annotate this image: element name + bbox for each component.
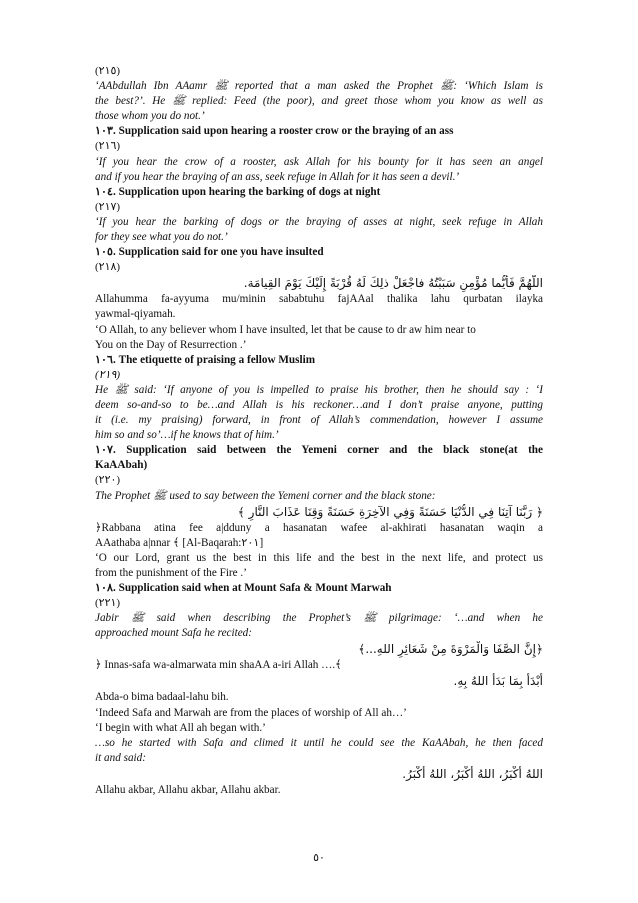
hadith-ref-215: (٢١٥)	[95, 65, 121, 77]
arabic-verse: ﴿إِنَّ الصَّفَا وَالْمَرْوَةَ مِنْ شَعَائِرِ اللهِ...﴾	[358, 642, 543, 657]
hadith-ref-218: (٢١٨)	[95, 261, 121, 274]
section-heading-107-cont: KaAAbah)	[95, 459, 148, 472]
hadith-text-line: for they see what you do not.’	[95, 231, 228, 244]
hadith-text-line: Jabir ﷺ said when describing the Prophet’s ﷺ pilgrimage: ‘…and when he	[95, 612, 543, 625]
hadith-text-line: ‘AAbdullah Ibn AAamr ﷺ reported that a man asked the Prophet ﷺ: ‘Which Islam is	[95, 80, 543, 93]
arabic-supplication: أَبْدَأُ بِمَا بَدَأَ اللهُ بِهِ.	[453, 674, 543, 689]
hadith-text-line: it and said:	[95, 751, 146, 764]
translation-line: ‘O our Lord, grant us the best in this life and the best in the next life, and protect us	[95, 551, 543, 564]
hadith-text-line: him so and so’…if he knows that of him.’	[95, 429, 279, 442]
hadith-ref-220: (٢٢٠)	[95, 474, 121, 487]
transliteration-line: yawmal-qiyamah.	[95, 308, 176, 321]
hadith-ref-221: (٢٢١)	[95, 597, 121, 610]
hadith-ref-217: (٢١٧)	[95, 200, 121, 213]
hadith-ref-219: (٢١٩)	[95, 368, 121, 381]
arabic-supplication: اللّهُمَّ فَأَيُّما مُؤْمِنٍ سَبَبْتُهُ فاجْعَلْ ذلِكَ لَهُ قُرْبَةً إِلَيْكَ يَوْمَ القِيامَة.	[243, 276, 543, 291]
hadith-text-line: and if you hear the braying of an ass, seek refuge in Allah for it has seen a devil.’	[95, 170, 460, 183]
arabic-takbir: اللهُ أَكْبَرُ، اللهُ أَكْبَرُ، اللهُ أَكْبَرُ.	[402, 766, 543, 781]
hadith-text-line: deem so-and-so to be…and Allah is his reckoner…and I don’t praise anyone, putting	[95, 398, 543, 411]
hadith-text-line: He ﷺ said: ‘If anyone of you is impelled to praise his brother, then he should say : ‘I	[95, 383, 543, 396]
hadith-text-line: ‘If you hear the barking of dogs or the braying of asses at night, seek refuge in Allah	[95, 215, 543, 228]
translation-line: ‘Indeed Safa and Marwah are from the places of worship of All ah…’	[95, 706, 407, 719]
section-heading-103: ١٠٣. Supplication said upon hearing a rooster crow or the braying of an ass	[95, 125, 454, 138]
page-content	[95, 64, 543, 798]
transliteration-line: ﴿ Innas-safa wa-almarwata min shaAA a-iri Allah ….﴾	[95, 659, 342, 672]
transliteration-line: Abda-o bima badaal-lahu bih.	[95, 691, 229, 704]
transliteration-line: ﴿Rabbana atina fee a|dduny a hasanatan wafee al-akhirati hasanatan waqin a	[95, 521, 543, 534]
hadith-text-line: The Prophet ﷺ used to say between the Yemeni corner and the black stone:	[95, 489, 436, 502]
hadith-text-line: those whom you do not.’	[95, 110, 205, 123]
transliteration-line: AAathaba a|nnar ﴾ [Al-Baqarah:٢٠١]	[95, 536, 264, 549]
section-heading-108: ١٠٨. Supplication said when at Mount Safa & Mount Marwah	[95, 582, 392, 594]
section-heading-104: ١٠٤. Supplication upon hearing the barking of dogs at night	[95, 185, 381, 198]
hadith-text-line: ‘If you hear the crow of a rooster, ask Allah for his bounty for it has seen an angel	[95, 155, 543, 168]
translation-line: ‘O Allah, to any believer whom I have insulted, let that be cause to dr aw him near to	[95, 323, 476, 336]
arabic-verse: ﴿ رَبَّنَا آتِنَا فِي الدُّنْيَا حَسَنَةً وَفِي الآخِرَةِ حَسَنَةً وَقِنَا عَذَابَ النَّارِ ﴾	[237, 504, 543, 519]
hadith-text-line: it (i.e. my praising) forward, in front of Allah’s commendation, however I assume	[95, 414, 543, 427]
page-number: ٥٠	[313, 851, 325, 864]
section-heading-105: ١٠٥. Supplication said for one you have insulted	[95, 246, 324, 259]
hadith-text-line: approached mount Safa he recited:	[95, 627, 253, 640]
transliteration-line: Allahumma fa-ayyuma mu/minin sababtuhu fajAAal thalika lahu qurbatan ilayka	[95, 293, 543, 306]
hadith-text-line: …so he started with Safa and climed it until he could see the KaAAbah, he then faced	[95, 736, 543, 749]
hadith-ref-216: (٢١٦)	[95, 140, 121, 153]
section-heading-106: ١٠٦. The etiquette of praising a fellow Muslim	[95, 353, 316, 366]
section-heading-107: ١٠٧. Supplication said between the Yemeni corner and the black stone(at the	[95, 444, 543, 457]
transliteration-line: Allahu akbar, Allahu akbar, Allahu akbar.	[95, 783, 281, 796]
hadith-text-line: the best?’. He ﷺ replied: Feed (the poor), and greet those whom you know as well as	[95, 95, 543, 108]
translation-line: ‘I begin with what All ah began with.’	[95, 721, 266, 734]
translation-line: You on the Day of Resurrection .’	[95, 338, 247, 351]
translation-line: from the punishment of the Fire .’	[95, 566, 247, 579]
